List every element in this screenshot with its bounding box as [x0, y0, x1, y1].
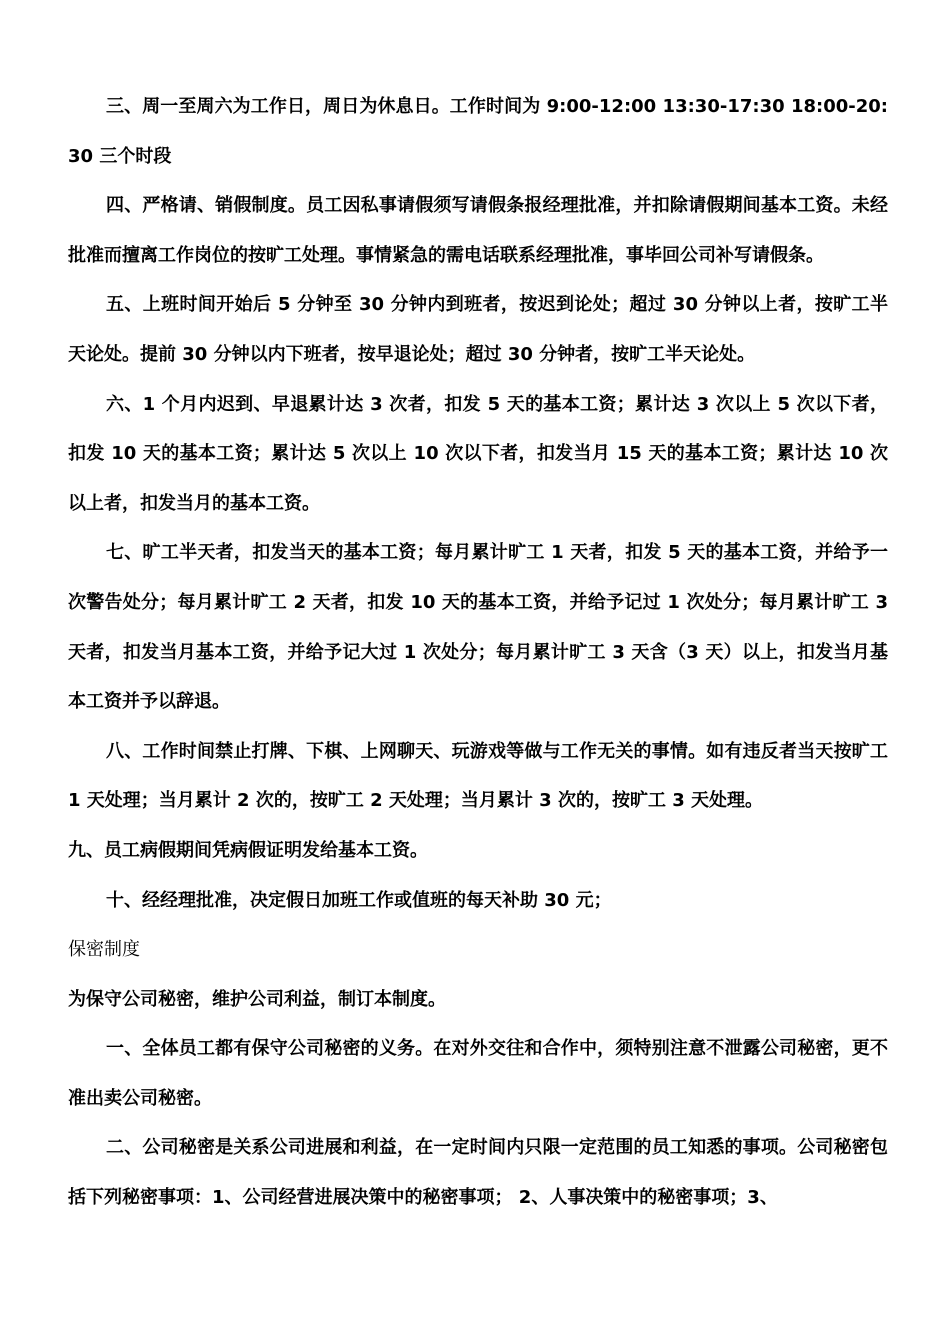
paragraph-prohibited-activities: 八、工作时间禁止打牌、下棋、上网聊天、玩游戏等做与工作无关的事情。如有违反者当天按旷工 1 天处理；当月累计 2 次的，按旷工 2 天处理；当月累计 3 次的，按旷工 3 天处理。: [68, 740, 888, 812]
paragraph-leave-policy: 四、严格请、销假制度。员工因私事请假须写请假条报经理批准，并扣除请假期间基本工资。未经批准而擅离工作岗位的按旷工处理。事情紧急的需电话联系经理批准，事毕回公司补写请假条。: [68, 195, 888, 266]
paragraph-late-penalties: 六、1 个月内迟到、早退累计达 3 次者，扣发 5 天的基本工资；累计达 3 次以上 5 次以下者，扣发 10 天的基本工资；累计达 5 次以上 10 次以下者，扣发当月 15 天的基本工资；累计达 10 次以上者，扣发当月的基本工资。: [68, 393, 888, 514]
paragraph-absence-penalties: 七、旷工半天者，扣发当天的基本工资；每月累计旷工 1 天者，扣发 5 天的基本工资，并给予一次警告处分；每月累计旷工 2 天者，扣发 10 天的基本工资，并给予记过 1 次处分；每月累计旷工 3 天者，扣发当月基本工资，并给予记大过 1 次处分；每月累计旷工 3 天含（3 天）以上，扣发当月基本工资并予以辞退。: [68, 542, 888, 713]
paragraph-sick-leave: 九、员工病假期间凭病假证明发给基本工资。: [68, 839, 428, 861]
paragraph-confidentiality-intro: 为保守公司秘密，维护公司利益，制订本制度。: [68, 988, 446, 1010]
paragraph-confidential-matters: 二、公司秘密是关系公司进展和利益，在一定时间内只限一定范围的员工知悉的事项。公司秘密包括下列秘密事项：1、公司经营进展决策中的秘密事项； 2、人事决策中的秘密事项；3、: [68, 1137, 888, 1209]
document-body: [68, 82, 888, 1223]
paragraph-work-hours: 三、周一至周六为工作日，周日为休息日。工作时间为 9:00-12:00 13:30-17:30 18:00-20:30 三个时段: [68, 96, 888, 167]
paragraph-confidentiality-duty: 一、全体员工都有保守公司秘密的义务。在对外交往和合作中，须特别注意不泄露公司秘密，更不准出卖公司秘密。: [68, 1038, 888, 1109]
paragraph-overtime-allowance: 十、经经理批准，决定假日加班工作或值班的每天补助 30 元；: [106, 889, 612, 911]
section-heading-confidentiality: 保密制度: [68, 939, 140, 961]
paragraph-late-rules: 五、上班时间开始后 5 分钟至 30 分钟内到班者，按迟到论处；超过 30 分钟以上者，按旷工半天论处。提前 30 分钟以内下班者，按早退论处；超过 30 分钟者，按旷工半天论处。: [68, 294, 888, 365]
